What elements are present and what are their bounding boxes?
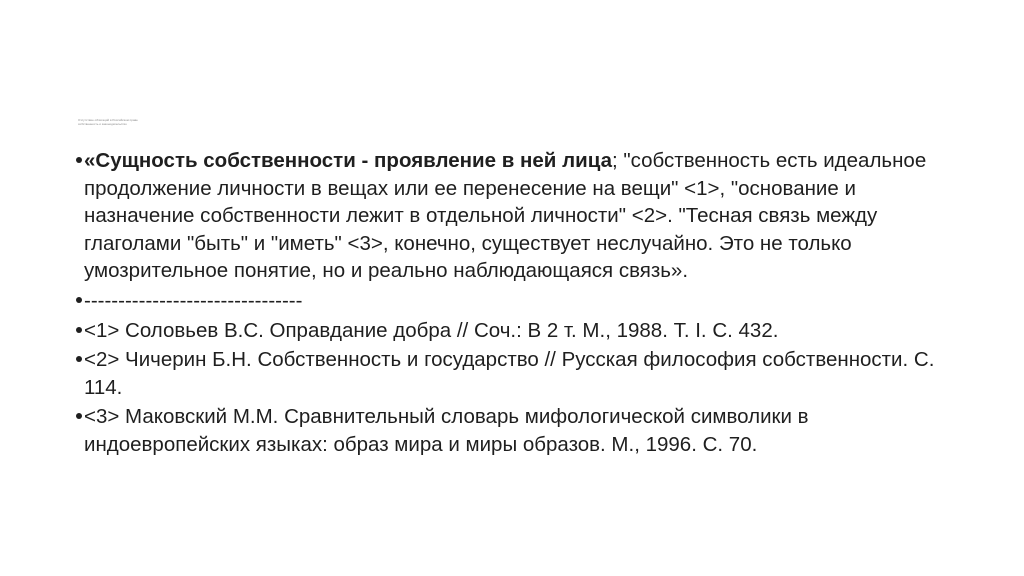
slide-header: [78, 118, 188, 126]
footnote-2-text: <2> Чичерин Б.Н. Собственность и государство // Русская философия собственности. С. 114.: [84, 348, 935, 399]
footnote-1-text: <1> Соловьев В.С. Оправдание добра // Соч.: В 2 т. М., 1988. Т. I. С. 432.: [84, 318, 779, 342]
bullet-separator: [78, 287, 948, 315]
bullet-dot: [76, 297, 82, 303]
header-line-1: Отсутствие облигаций в Российском праве: [78, 118, 138, 122]
bullet-footnote-1: [78, 317, 948, 345]
bullet-dot: [76, 356, 82, 362]
bullet-dot: [76, 327, 82, 333]
header-line-2: собственность и законодательство: [78, 122, 127, 126]
footnote-3-text: <3> Маковский М.М. Сравнительный словарь мифологической символики в индоевропейских языках: образ мира и миры образов. М., 1996. С. 70.: [84, 405, 809, 456]
quote-text: ; "собственность есть идеальное продолжение личности в вещах или ее перенесение на вещи" <1>, "основание и назначение собственности лежит в отдельной личности" <2>. "Тесная связь между глаголами "быть" и "иметь" <3>, конечно, существует неслучайно. Это не только умозрительное понятие, но и реально наблюдающаяся связь».: [84, 149, 927, 283]
bullet-list: [78, 147, 948, 461]
bullet-footnote-2: [78, 346, 948, 401]
bullet-dot: [76, 413, 82, 419]
quote-bold-text: «Сущность собственности - проявление в ней лица: [84, 149, 612, 172]
bullet-dot: [76, 157, 82, 163]
bullet-footnote-3: [78, 403, 948, 458]
bullet-quote: [78, 147, 948, 285]
separator-text: --------------------------------: [84, 288, 303, 312]
